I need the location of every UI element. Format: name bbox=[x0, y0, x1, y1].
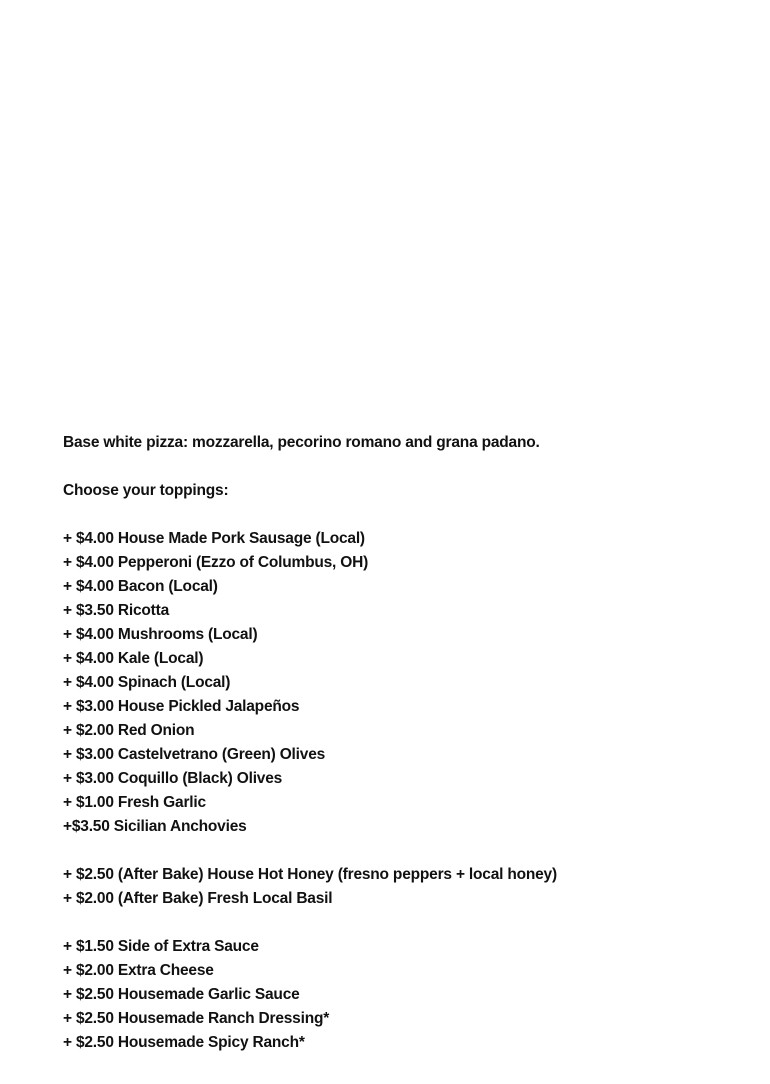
list-item: + $4.00 Mushrooms (Local) bbox=[63, 626, 258, 643]
list-item: + $4.00 Spinach (Local) bbox=[63, 674, 231, 691]
list-item: + $2.50 Housemade Spicy Ranch* bbox=[63, 1034, 305, 1051]
spacer bbox=[63, 911, 723, 935]
list-item: + $4.00 Kale (Local) bbox=[63, 650, 204, 667]
spacer bbox=[63, 455, 723, 479]
toppings-list bbox=[63, 527, 723, 839]
list-item: + $3.00 Castelvetrano (Green) Olives bbox=[63, 746, 326, 763]
list-item: + $4.00 House Made Pork Sausage (Local) bbox=[63, 530, 365, 547]
menu-page bbox=[63, 431, 723, 1055]
list-item: + $3.00 House Pickled Jalapeños bbox=[63, 698, 300, 715]
extras-list bbox=[63, 935, 723, 1055]
list-item: + $2.50 (After Bake) House Hot Honey (fresno peppers + local honey) bbox=[63, 866, 557, 883]
list-item: + $2.00 (After Bake) Fresh Local Basil bbox=[63, 890, 333, 907]
list-item: + $1.00 Fresh Garlic bbox=[63, 794, 206, 811]
list-item: + $1.50 Side of Extra Sauce bbox=[63, 938, 259, 955]
list-item: + $2.00 Extra Cheese bbox=[63, 962, 214, 979]
list-item: + $3.00 Coquillo (Black) Olives bbox=[63, 770, 283, 787]
list-item: + $2.00 Red Onion bbox=[63, 722, 195, 739]
list-item: + $2.50 Housemade Garlic Sauce bbox=[63, 986, 300, 1003]
list-item: + $4.00 Bacon (Local) bbox=[63, 578, 218, 595]
spacer bbox=[63, 839, 723, 863]
spacer bbox=[63, 503, 723, 527]
list-item: + $3.50 Ricotta bbox=[63, 602, 169, 619]
after-bake-list bbox=[63, 863, 723, 911]
list-item: + $4.00 Pepperoni (Ezzo of Columbus, OH) bbox=[63, 554, 369, 571]
intro-text: Base white pizza: mozzarella, pecorino romano and grana padano. bbox=[63, 434, 540, 451]
list-item: +$3.50 Sicilian Anchovies bbox=[63, 818, 247, 835]
list-item: + $2.50 Housemade Ranch Dressing* bbox=[63, 1010, 330, 1027]
toppings-prompt: Choose your toppings: bbox=[63, 482, 229, 499]
